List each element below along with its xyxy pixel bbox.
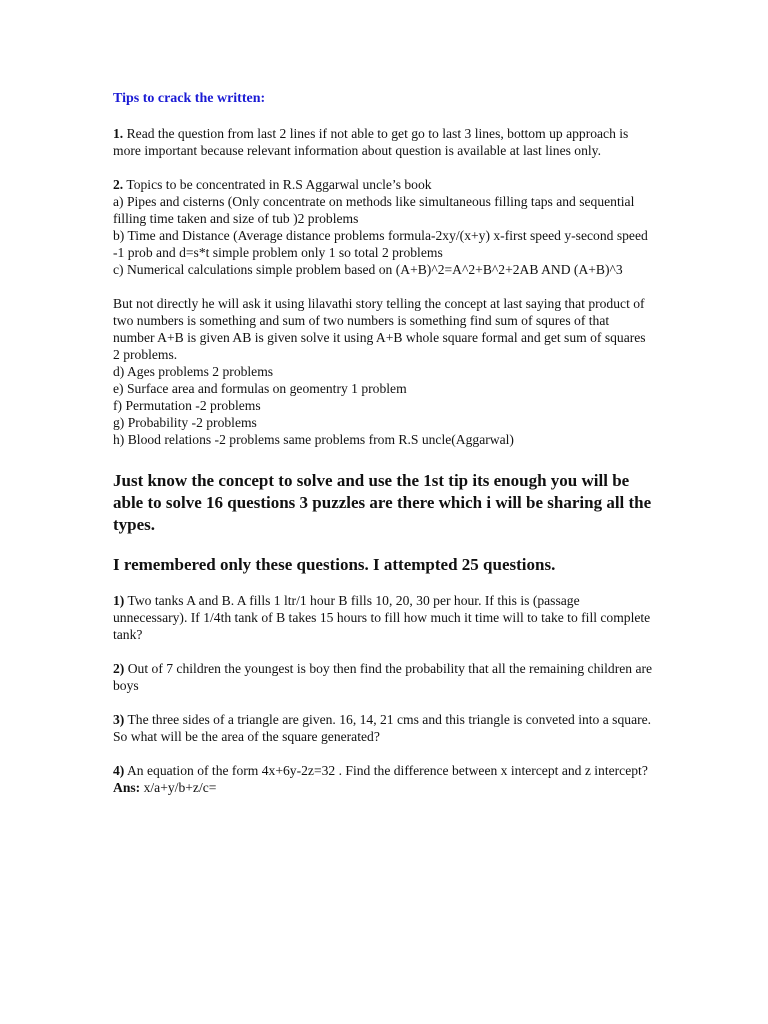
question-1-number: 1) bbox=[113, 593, 125, 608]
answer-label: Ans: bbox=[113, 780, 141, 795]
topic-item-c: c) Numerical calculations simple problem based on (A+B)^2=A^2+B^2+2AB AND (A+B)^3 bbox=[113, 262, 623, 277]
tip-1 bbox=[113, 125, 653, 159]
question-2-number: 2) bbox=[113, 661, 125, 676]
question-1 bbox=[113, 592, 653, 643]
tip-2 bbox=[113, 176, 653, 278]
tip-2-intro: Topics to be concentrated in R.S Aggarwal uncle’s book bbox=[123, 177, 432, 192]
question-3 bbox=[113, 711, 653, 745]
question-1-text: Two tanks A and B. A fills 1 ltr/1 hour B fills 10, 20, 30 per hour. If this is (passage unnecessary). If 1/4th tank of B takes 15 hours to fill how much it time will to take to fill complete tank? bbox=[113, 593, 651, 642]
question-2-text: Out of 7 children the youngest is boy then find the probability that all the remaining children are boys bbox=[113, 661, 653, 693]
attempt-statement: I remembered only these questions. I attempted 25 questions. bbox=[113, 555, 556, 574]
topic-item-d: d) Ages problems 2 problems bbox=[113, 364, 274, 379]
topic-item-f: f) Permutation -2 problems bbox=[113, 398, 261, 413]
document-page bbox=[113, 90, 653, 796]
key-statement: Just know the concept to solve and use the 1st tip its enough you will be able to solve 16 questions 3 puzzles are there which i will be sharing all the types. bbox=[113, 471, 652, 534]
topic-item-g: g) Probability -2 problems bbox=[113, 415, 257, 430]
question-4-text: An equation of the form 4x+6y-2z=32 . Find the difference between x intercept and z intercept? bbox=[124, 763, 648, 778]
question-3-text: The three sides of a triangle are given. 16, 14, 21 cms and this triangle is conveted into a square. So what will be the area of the square generated? bbox=[113, 712, 652, 744]
tip-1-text: Read the question from last 2 lines if not able to get go to last 3 lines, bottom up approach is more important because relevant information about question is available at last lines only. bbox=[113, 126, 629, 158]
tip-1-number: 1. bbox=[113, 126, 124, 141]
topic-item-b: b) Time and Distance (Average distance problems formula-2xy/(x+y) x-first speed y-second speed -1 prob and d=s*t simple problem only 1 so total 2 problems bbox=[113, 228, 648, 260]
question-2 bbox=[113, 660, 653, 694]
question-3-number: 3) bbox=[113, 712, 125, 727]
topic-item-h: h) Blood relations -2 problems same problems from R.S uncle(Aggarwal) bbox=[113, 432, 514, 447]
lilavathi-paragraph bbox=[113, 295, 653, 448]
question-4-number: 4) bbox=[113, 763, 125, 778]
answer-line bbox=[113, 779, 653, 796]
topic-item-a: a) Pipes and cisterns (Only concentrate on methods like simultaneous filling taps and sequential filling time taken and size of tub )2 problems bbox=[113, 194, 635, 226]
topic-item-e: e) Surface area and formulas on geomentry 1 problem bbox=[113, 381, 407, 396]
question-4 bbox=[113, 762, 653, 796]
answer-text: x/a+y/b+z/c= bbox=[140, 780, 217, 795]
page-heading: Tips to crack the written: bbox=[113, 91, 266, 106]
lilavathi-text: But not directly he will ask it using lilavathi story telling the concept at last saying that product of two numbers is something and sum of two numbers is something find sum of squres of that number A+B is given AB is given solve it using A+B whole square formal and get sum of squares 2 problems. bbox=[113, 296, 646, 362]
tip-2-number: 2. bbox=[113, 177, 124, 192]
